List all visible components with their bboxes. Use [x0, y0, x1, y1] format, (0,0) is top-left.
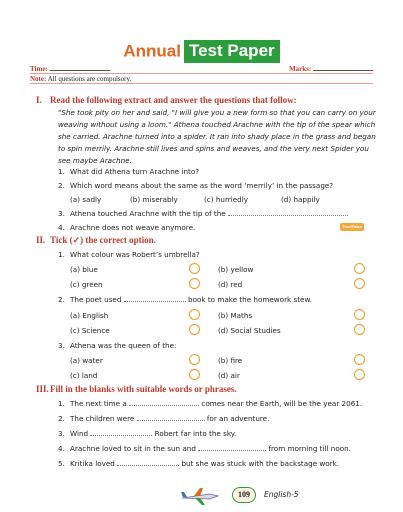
s2-question-3: [58, 341, 176, 350]
question-number: 1.: [58, 250, 65, 259]
question-text: Which word means about the same as the word ‘merrily’ in the passage?: [70, 181, 334, 190]
time-label: Time:: [30, 65, 48, 73]
question-text-after: Robert far into the sky.: [154, 429, 237, 438]
question-number: 2.: [58, 414, 65, 423]
time-blank: [50, 64, 110, 71]
question-number: 1.: [58, 167, 65, 176]
option-circle[interactable]: [354, 309, 365, 320]
question-text: Athena was the queen of the:: [70, 341, 177, 350]
answer-blank[interactable]: [137, 414, 205, 421]
option-circle[interactable]: [189, 263, 200, 274]
option-circle[interactable]: [354, 324, 365, 335]
page-title: [0, 40, 403, 64]
airplane-icon: [180, 485, 220, 507]
question-text-before: Wind: [70, 429, 89, 438]
question-text-after: but she was stuck with the backstage work.: [181, 459, 340, 468]
question-number: 5.: [58, 459, 65, 468]
marks-blank: [313, 64, 373, 71]
option-circle[interactable]: [354, 263, 365, 274]
s3-question-4: [58, 444, 351, 453]
s2-question-1: [58, 250, 200, 259]
option-circle[interactable]: [354, 278, 365, 289]
s2-q1-option-c: (c) green: [70, 280, 103, 289]
s1-q2-option-c: (c) hurriedly: [204, 195, 248, 204]
section-1-heading: [36, 95, 297, 105]
note-text: All questions are compulsory.: [47, 75, 132, 83]
s1-question-1: [58, 167, 199, 176]
s2-q3-option-a: (a) water: [70, 356, 103, 365]
question-number: 3.: [58, 209, 65, 218]
s2-question-2: [58, 295, 312, 304]
answer-blank[interactable]: [198, 444, 266, 451]
s1-question-2: [58, 181, 333, 190]
question-text-before: Arachne loved to sit in the sun and: [70, 444, 196, 453]
question-number: 1.: [58, 399, 65, 408]
question-text: What did Athena turn Arachne into?: [70, 167, 200, 176]
s3-question-1: [58, 399, 362, 408]
question-text-before: The next time a: [70, 399, 127, 408]
option-circle[interactable]: [189, 354, 200, 365]
s3-question-2: [58, 414, 269, 423]
question-text: Athena touched Arachne with the tip of the: [70, 209, 226, 218]
title-annual: Annual: [123, 41, 181, 61]
s2-q3-option-d: (d) air: [218, 371, 240, 380]
answer-blank[interactable]: [228, 209, 348, 216]
note-row: [30, 73, 373, 84]
marks-label: Marks:: [289, 65, 312, 73]
section-3-heading-text: Fill in the blanks with suitable words or phrases.: [50, 384, 237, 394]
section-1-heading-text: Read the following extract and answer the questions that follow:: [50, 95, 297, 105]
s1-q2-option-d: (d) happily: [281, 195, 320, 204]
section-3-heading: [36, 384, 237, 394]
question-text-before: The children were: [70, 414, 135, 423]
option-circle[interactable]: [189, 278, 200, 289]
question-text-after: from morning till noon.: [268, 444, 351, 453]
s2-q3-option-b: (b) fire: [218, 356, 243, 365]
page-number: 109: [232, 487, 256, 503]
s2-q2-option-b: (b) Maths: [218, 311, 253, 320]
section-2-heading: [36, 235, 156, 246]
question-text-before: Kritika loved: [70, 459, 115, 468]
option-circle[interactable]: [354, 354, 365, 365]
s2-q3-option-c: (c) land: [70, 371, 98, 380]
s1-question-3: [58, 209, 348, 218]
option-circle[interactable]: [354, 369, 365, 380]
s1-q2-option-a: (a) sadly: [70, 195, 102, 204]
question-text-before: The poet used: [70, 295, 122, 304]
s2-q2-option-d: (d) Social Studies: [218, 326, 281, 335]
true-false-badge: True/False: [340, 223, 364, 231]
question-number: 4.: [58, 223, 65, 232]
book-title: English-5: [264, 490, 299, 499]
marks-group: [289, 64, 373, 73]
note-label: Note:: [30, 75, 47, 83]
option-circle[interactable]: [189, 324, 200, 335]
s1-q2-option-b: (b) miserably: [130, 195, 178, 204]
question-number: 3.: [58, 429, 65, 438]
section-1-number: I.: [36, 95, 42, 105]
section-2-heading-text: Tick (✓) the correct option.: [50, 235, 156, 245]
extract-passage: "She took pity on her and said, "I will give you a new form so that you can carry on your weaving without using a loom." Athena touched Arachne with the tip of the spear which she carried. Arachne turned into a spider. It ran into shady place in the grass and began to spin merrily. Arachne still lives and spins and weaves, and the very next Spider you see maybe Arachne.: [58, 108, 376, 165]
s2-q2-option-c: (c) Science: [70, 326, 110, 335]
answer-blank[interactable]: [117, 459, 179, 466]
question-number: 2.: [58, 181, 65, 190]
title-test-paper: Test Paper: [184, 40, 280, 63]
s3-question-3: [58, 429, 236, 438]
question-number: 4.: [58, 444, 65, 453]
question-number: 2.: [58, 295, 65, 304]
answer-blank[interactable]: [129, 399, 199, 406]
section-2-number: II.: [36, 235, 46, 245]
question-text-after: book to make the homework stew.: [188, 295, 312, 304]
answer-blank[interactable]: [124, 295, 186, 302]
question-text-after: for an adventure.: [206, 414, 270, 423]
s2-q2-option-a: (a) English: [70, 311, 109, 320]
question-text: Arachne does not weave anymore.: [70, 223, 196, 232]
option-circle[interactable]: [189, 369, 200, 380]
s2-q1-option-d: (d) red: [218, 280, 243, 289]
s3-question-5: [58, 459, 339, 468]
answer-blank[interactable]: [90, 429, 152, 436]
s2-q1-option-a: (a) blue: [70, 265, 98, 274]
question-text-after: comes near the Earth, will be the year 2061.: [201, 399, 363, 408]
s2-q1-option-b: (b) yellow: [218, 265, 254, 274]
question-number: 3.: [58, 341, 65, 350]
section-3-number: III.: [36, 384, 49, 394]
s1-question-4: [58, 223, 195, 232]
option-circle[interactable]: [189, 309, 200, 320]
question-text: What colour was Robert’s umbrella?: [70, 250, 200, 259]
